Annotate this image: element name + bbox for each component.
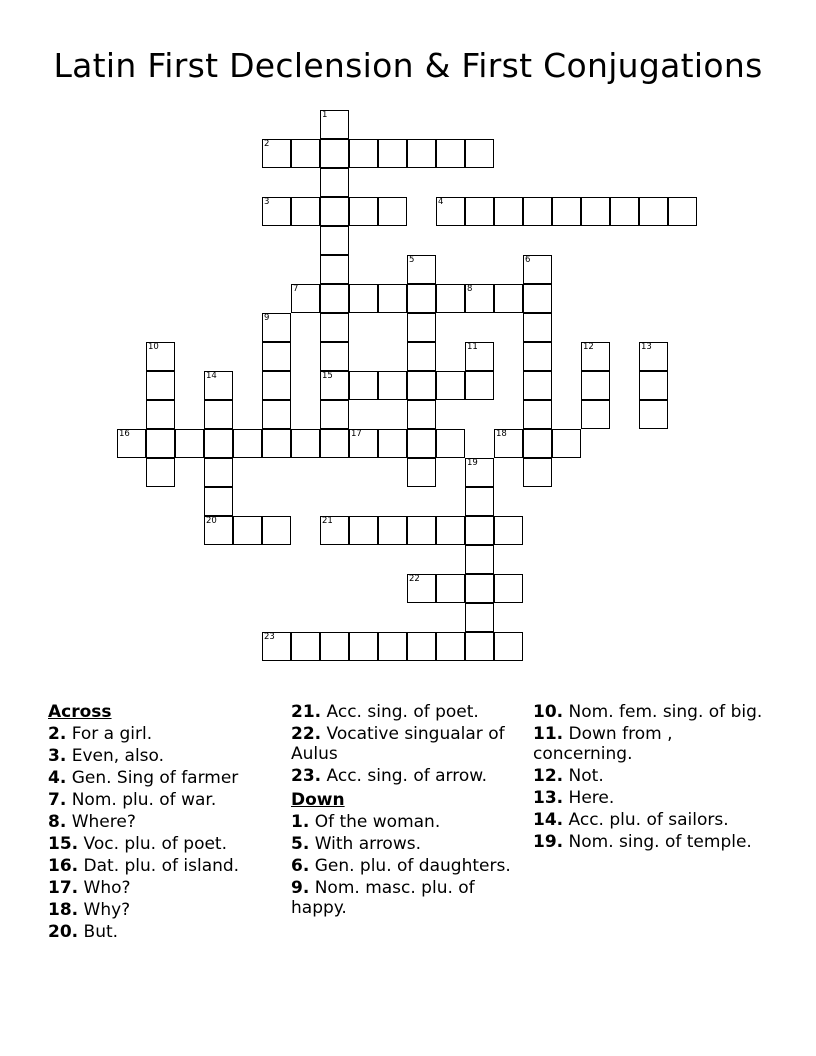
grid-cell[interactable] <box>668 197 697 226</box>
clue-item-number: 8. <box>48 812 67 832</box>
grid-cell[interactable] <box>552 197 581 226</box>
clue-item <box>48 878 278 898</box>
clue-item-number: 21. <box>291 702 322 722</box>
clue-item-text: Not. <box>568 766 604 786</box>
grid-cell[interactable] <box>320 197 349 226</box>
grid-cell[interactable] <box>262 371 291 400</box>
clue-item <box>48 900 278 920</box>
grid-cell[interactable] <box>407 400 436 429</box>
grid-cell[interactable] <box>262 313 291 342</box>
grid-cell[interactable] <box>291 632 320 661</box>
clue-item-number: 6. <box>291 856 310 876</box>
grid-cell[interactable] <box>523 458 552 487</box>
grid-cell[interactable] <box>204 371 233 400</box>
grid-cell[interactable] <box>320 139 349 168</box>
grid-cell[interactable] <box>175 429 204 458</box>
grid-cell[interactable] <box>407 458 436 487</box>
clue-item <box>48 746 278 766</box>
clue-item-number: 2. <box>48 724 67 744</box>
clue-item-number: 17. <box>48 878 79 898</box>
clue-item-text: Acc. sing. of poet. <box>326 702 479 722</box>
clue-item-number: 18. <box>48 900 79 920</box>
clue-item-text: Down from , concerning. <box>533 724 673 764</box>
grid-cell[interactable] <box>233 429 262 458</box>
clue-item <box>48 768 278 788</box>
grid-cell[interactable] <box>465 197 494 226</box>
grid-cell[interactable] <box>494 632 523 661</box>
grid-cell[interactable] <box>262 400 291 429</box>
clue-item-number: 9. <box>291 878 310 898</box>
clue-item <box>533 832 763 852</box>
grid-cell[interactable] <box>523 342 552 371</box>
grid-cell[interactable] <box>523 255 552 284</box>
clue-number: 22 <box>409 574 420 584</box>
clue-item-number: 19. <box>533 832 564 852</box>
grid-cell[interactable] <box>436 632 465 661</box>
grid-cell[interactable] <box>204 400 233 429</box>
grid-cell[interactable] <box>465 545 494 574</box>
grid-cell[interactable] <box>436 139 465 168</box>
clue-number: 4 <box>438 197 444 207</box>
grid-cell[interactable] <box>465 516 494 545</box>
grid-cell[interactable] <box>523 284 552 313</box>
clue-item <box>291 702 521 722</box>
across-heading: Across <box>48 702 112 722</box>
clue-item-text: Of the woman. <box>314 812 441 832</box>
clue-item-number: 5. <box>291 834 310 854</box>
grid-cell[interactable] <box>378 284 407 313</box>
grid-cell[interactable] <box>436 516 465 545</box>
grid-cell[interactable] <box>262 139 291 168</box>
clue-number: 20 <box>206 516 217 526</box>
grid-cell[interactable] <box>378 429 407 458</box>
grid-cell[interactable] <box>494 574 523 603</box>
clue-item <box>291 724 521 764</box>
grid-cell[interactable] <box>581 371 610 400</box>
clue-item <box>291 766 521 786</box>
grid-cell[interactable] <box>349 429 378 458</box>
clue-item-number: 23. <box>291 766 322 786</box>
grid-cell[interactable] <box>494 284 523 313</box>
clue-item-text: Acc. sing. of arrow. <box>326 766 487 786</box>
clue-item-text: Why? <box>83 900 131 920</box>
clue-item <box>291 812 521 832</box>
clue-number: 7 <box>293 284 299 294</box>
grid-cell[interactable] <box>581 197 610 226</box>
grid-cell[interactable] <box>436 284 465 313</box>
clues-column-3 <box>533 702 763 854</box>
clue-item-number: 11. <box>533 724 564 744</box>
grid-cell[interactable] <box>610 197 639 226</box>
grid-cell[interactable] <box>146 429 175 458</box>
clue-item-text: Nom. plu. of war. <box>71 790 217 810</box>
clue-item-number: 13. <box>533 788 564 808</box>
grid-cell[interactable] <box>407 632 436 661</box>
clue-item <box>533 766 763 786</box>
grid-cell[interactable] <box>465 603 494 632</box>
clue-item-text: For a girl. <box>71 724 153 744</box>
clue-item-number: 1. <box>291 812 310 832</box>
grid-cell[interactable] <box>465 458 494 487</box>
grid-cell[interactable] <box>523 400 552 429</box>
grid-cell[interactable] <box>262 516 291 545</box>
grid-cell[interactable] <box>320 429 349 458</box>
page-title: Latin First Declension & First Conjugations <box>53 46 763 85</box>
clue-item-text: Nom. masc. plu. of happy. <box>291 878 475 918</box>
clue-item-number: 20. <box>48 922 79 942</box>
clue-item-text: Even, also. <box>71 746 165 766</box>
clue-item-number: 22. <box>291 724 322 744</box>
grid-cell[interactable] <box>320 168 349 197</box>
clue-item <box>291 856 521 876</box>
clue-item-number: 15. <box>48 834 79 854</box>
grid-cell[interactable] <box>320 400 349 429</box>
grid-cell[interactable] <box>262 632 291 661</box>
clue-item <box>291 834 521 854</box>
grid-cell[interactable] <box>146 458 175 487</box>
clue-item-text: Vocative singualar of Aulus <box>291 724 505 764</box>
clue-item <box>533 702 763 722</box>
clue-number: 16 <box>119 429 130 439</box>
grid-cell[interactable] <box>465 574 494 603</box>
grid-cell[interactable] <box>639 197 668 226</box>
grid-cell[interactable] <box>581 400 610 429</box>
grid-cell[interactable] <box>291 429 320 458</box>
grid-cell[interactable] <box>378 632 407 661</box>
grid-cell[interactable] <box>146 371 175 400</box>
grid-cell[interactable] <box>436 574 465 603</box>
grid-cell[interactable] <box>407 574 436 603</box>
grid-cell[interactable] <box>320 226 349 255</box>
grid-cell[interactable] <box>349 632 378 661</box>
grid-cell[interactable] <box>320 110 349 139</box>
clue-item-number: 4. <box>48 768 67 788</box>
grid-cell[interactable] <box>320 342 349 371</box>
clue-number: 8 <box>467 284 473 294</box>
grid-cell[interactable] <box>349 197 378 226</box>
clue-item-text: Nom. sing. of temple. <box>568 832 752 852</box>
grid-cell[interactable] <box>262 342 291 371</box>
clue-number: 5 <box>409 255 415 265</box>
grid-cell[interactable] <box>320 284 349 313</box>
grid-cell[interactable] <box>320 313 349 342</box>
grid-cell[interactable] <box>407 342 436 371</box>
grid-cell[interactable] <box>320 255 349 284</box>
grid-cell[interactable] <box>204 487 233 516</box>
grid-cell[interactable] <box>436 429 465 458</box>
clue-item <box>533 724 763 764</box>
clue-number: 1 <box>322 110 328 120</box>
clue-number: 12 <box>583 342 594 352</box>
grid-cell[interactable] <box>320 371 349 400</box>
clue-item-number: 12. <box>533 766 564 786</box>
grid-cell[interactable] <box>146 400 175 429</box>
clue-number: 19 <box>467 458 478 468</box>
clue-item-number: 7. <box>48 790 67 810</box>
grid-cell[interactable] <box>407 284 436 313</box>
grid-cell[interactable] <box>349 516 378 545</box>
grid-cell[interactable] <box>639 342 668 371</box>
clue-number: 18 <box>496 429 507 439</box>
clue-number: 11 <box>467 342 478 352</box>
grid-cell[interactable] <box>291 197 320 226</box>
clue-item-text: Where? <box>71 812 136 832</box>
down-heading: Down <box>291 790 345 810</box>
clue-item-text: Voc. plu. of poet. <box>83 834 228 854</box>
grid-cell[interactable] <box>552 429 581 458</box>
clue-item <box>48 790 278 810</box>
clue-item-text: Gen. Sing of farmer <box>71 768 239 788</box>
clue-number: 14 <box>206 371 217 381</box>
grid-cell[interactable] <box>349 139 378 168</box>
clue-item <box>48 812 278 832</box>
grid-cell[interactable] <box>639 400 668 429</box>
clue-item <box>533 788 763 808</box>
grid-cell[interactable] <box>465 284 494 313</box>
clue-number: 6 <box>525 255 531 265</box>
clue-item-text: Dat. plu. of island. <box>83 856 240 876</box>
grid-cell[interactable] <box>494 516 523 545</box>
clue-item <box>291 878 521 918</box>
grid-cell[interactable] <box>465 342 494 371</box>
clue-item <box>48 834 278 854</box>
grid-cell[interactable] <box>378 139 407 168</box>
grid-cell[interactable] <box>523 429 552 458</box>
grid-cell[interactable] <box>291 139 320 168</box>
grid-cell[interactable] <box>320 632 349 661</box>
grid-cell[interactable] <box>465 371 494 400</box>
grid-cell[interactable] <box>349 371 378 400</box>
grid-cell[interactable] <box>436 197 465 226</box>
clue-number: 10 <box>148 342 159 352</box>
clue-number: 15 <box>322 371 333 381</box>
clue-item-text: Nom. fem. sing. of big. <box>568 702 763 722</box>
grid-cell[interactable] <box>378 371 407 400</box>
grid-cell[interactable] <box>407 429 436 458</box>
clue-item <box>48 922 278 942</box>
clue-item-text: Who? <box>83 878 131 898</box>
grid-cell[interactable] <box>407 313 436 342</box>
grid-cell[interactable] <box>117 429 146 458</box>
grid-cell[interactable] <box>291 284 320 313</box>
grid-cell[interactable] <box>436 371 465 400</box>
clue-number: 13 <box>641 342 652 352</box>
clue-item-text: Acc. plu. of sailors. <box>568 810 729 830</box>
clue-number: 21 <box>322 516 333 526</box>
clue-item-text: Gen. plu. of daughters. <box>314 856 511 876</box>
clue-item-number: 3. <box>48 746 67 766</box>
grid-cell[interactable] <box>465 632 494 661</box>
grid-cell[interactable] <box>146 342 175 371</box>
clue-item <box>48 856 278 876</box>
grid-cell[interactable] <box>262 197 291 226</box>
clue-item-number: 14. <box>533 810 564 830</box>
grid-cell[interactable] <box>407 139 436 168</box>
grid-cell[interactable] <box>465 139 494 168</box>
clue-item <box>48 724 278 744</box>
grid-cell[interactable] <box>233 516 262 545</box>
grid-cell[interactable] <box>523 313 552 342</box>
grid-cell[interactable] <box>407 255 436 284</box>
grid-cell[interactable] <box>204 458 233 487</box>
clue-item-text: But. <box>83 922 119 942</box>
grid-cell[interactable] <box>494 197 523 226</box>
clue-item-text: With arrows. <box>314 834 421 854</box>
clue-number: 23 <box>264 632 275 642</box>
grid-cell[interactable] <box>494 429 523 458</box>
clue-item-number: 10. <box>533 702 564 722</box>
grid-cell[interactable] <box>523 197 552 226</box>
clue-item-text: Here. <box>568 788 615 808</box>
clue-item-number: 16. <box>48 856 79 876</box>
grid-cell[interactable] <box>465 487 494 516</box>
clues-column-2 <box>291 702 521 920</box>
grid-cell[interactable] <box>204 516 233 545</box>
grid-cell[interactable] <box>407 516 436 545</box>
clue-item <box>533 810 763 830</box>
grid-cell[interactable] <box>262 429 291 458</box>
grid-cell[interactable] <box>349 284 378 313</box>
clue-number: 3 <box>264 197 270 207</box>
grid-cell[interactable] <box>378 516 407 545</box>
grid-cell[interactable] <box>378 197 407 226</box>
grid-cell[interactable] <box>320 516 349 545</box>
grid-cell[interactable] <box>523 371 552 400</box>
grid-cell[interactable] <box>581 342 610 371</box>
clue-number: 17 <box>351 429 362 439</box>
grid-cell[interactable] <box>204 429 233 458</box>
clue-number: 2 <box>264 139 270 149</box>
clues-column-1 <box>48 702 278 944</box>
grid-cell[interactable] <box>639 371 668 400</box>
grid-cell[interactable] <box>407 371 436 400</box>
clue-number: 9 <box>264 313 270 323</box>
